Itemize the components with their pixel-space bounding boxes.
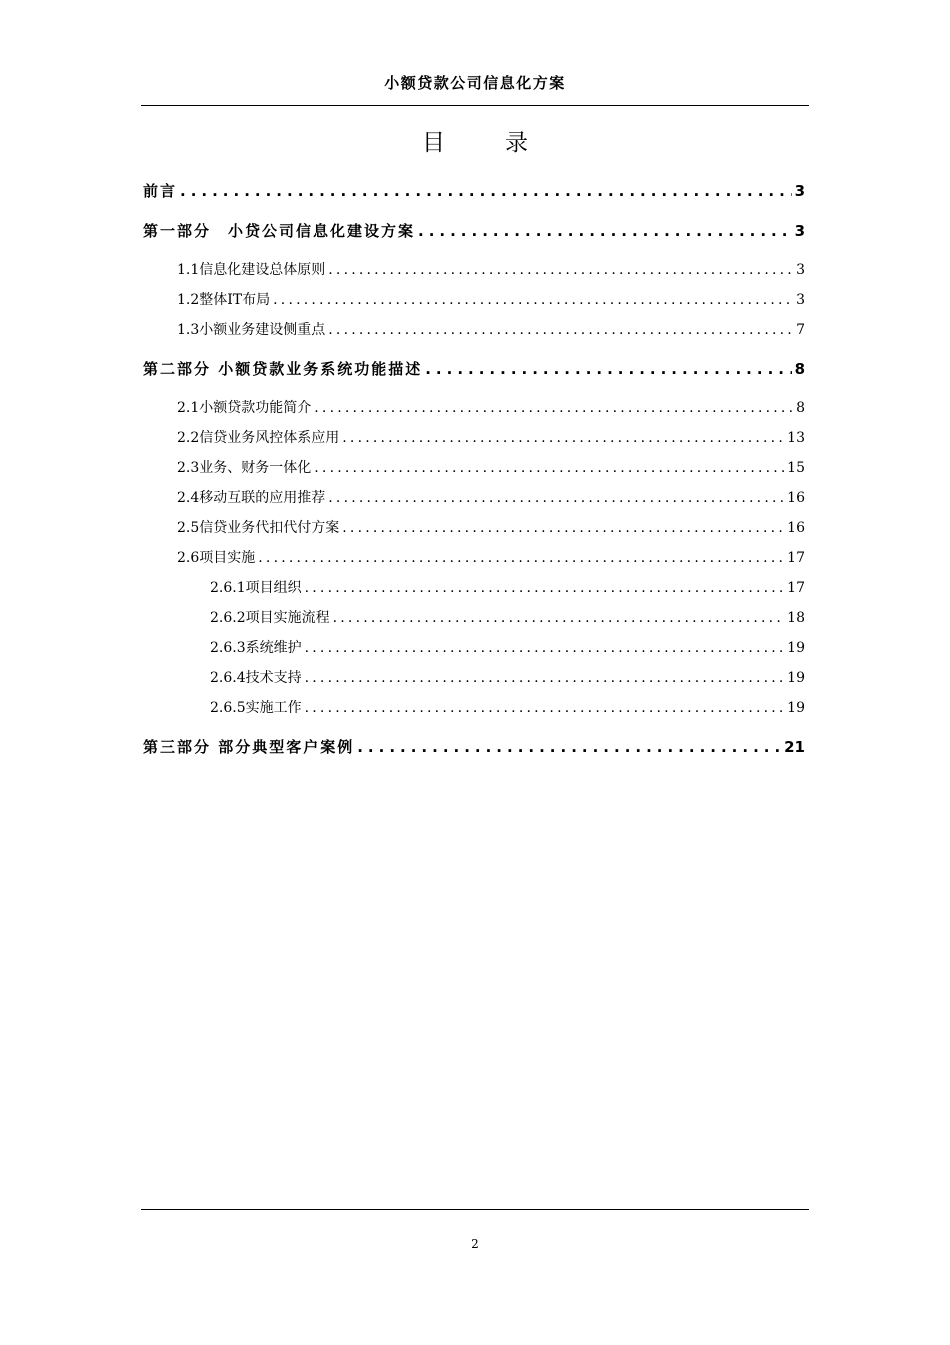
toc-entry-1-1[interactable]: [177, 259, 805, 279]
toc-leader-dots: [342, 430, 784, 446]
toc-entry-page: 3: [796, 292, 805, 308]
toc-entry-part-2[interactable]: [143, 358, 805, 379]
toc-entry-label: 第二部分 小额贷款业务系统功能描述: [143, 360, 423, 378]
toc-entry-page: 17: [787, 550, 805, 566]
toc-entry-page: 8: [796, 400, 805, 416]
toc-entry-label: 2.2信贷业务风控体系应用: [177, 430, 340, 446]
toc-entry-label: 2.3业务、财务一体化: [177, 460, 312, 476]
toc-entry-2-2[interactable]: [177, 427, 805, 447]
toc-entry-label: 2.4移动互联的应用推荐: [177, 490, 326, 506]
toc-entry-label: 1.3小额业务建设侧重点: [177, 322, 326, 338]
toc-entry-label: 第一部分 小贷公司信息化建设方案: [143, 222, 416, 240]
toc-entry-page: 3: [796, 262, 805, 278]
toc-entry-2-6-4[interactable]: [210, 667, 805, 687]
toc-heading: 目录: [422, 130, 588, 156]
toc-entry-page: 13: [787, 430, 805, 446]
toc-leader-dots: [328, 490, 784, 506]
toc-leader-dots: [418, 222, 792, 240]
toc-leader-dots: [305, 640, 785, 656]
toc-entry-label: 前言: [143, 182, 178, 200]
toc-entry-2-6-5[interactable]: [210, 697, 805, 717]
toc-leader-dots: [342, 520, 784, 536]
toc-entry-label: 2.6.2项目实施流程: [210, 610, 330, 626]
toc-entry-2-6-1[interactable]: [210, 577, 805, 597]
toc-leader-dots: [328, 322, 793, 338]
toc-leader-dots: [305, 580, 785, 596]
toc-entry-page: 7: [796, 322, 805, 338]
toc-entry-page: 16: [787, 520, 805, 536]
toc-leader-dots: [425, 360, 791, 378]
header-divider: [141, 105, 809, 106]
toc-entry-label: 1.2整体IT布局: [177, 292, 271, 308]
toc-entry-label: 2.1小额贷款功能简介: [177, 400, 312, 416]
footer-divider: [141, 1209, 809, 1210]
toc-entry-label: 2.6.1项目组织: [210, 580, 302, 596]
toc-entry-label: 2.6.5实施工作: [210, 700, 302, 716]
toc-entry-2-4[interactable]: [177, 487, 805, 507]
toc-leader-dots: [305, 670, 785, 686]
toc-entry-page: 19: [787, 700, 805, 716]
toc-entry-page: 19: [787, 670, 805, 686]
toc-entry-label: 2.6项目实施: [177, 550, 256, 566]
toc-entry-2-6-3[interactable]: [210, 637, 805, 657]
toc-entry-page: 18: [787, 610, 805, 626]
toc-entry-page: 17: [787, 580, 805, 596]
toc-entry-preface[interactable]: [143, 180, 805, 201]
toc-entry-page: 15: [787, 460, 805, 476]
page-number: 2: [471, 1237, 479, 1251]
toc-entry-2-6-2[interactable]: [210, 607, 805, 627]
toc-entry-page: 3: [794, 182, 805, 200]
toc-entry-1-3[interactable]: [177, 319, 805, 339]
toc-entry-page: 8: [794, 360, 805, 378]
toc-entry-part-1[interactable]: [143, 220, 805, 241]
toc-entry-label: 1.1信息化建设总体原则: [177, 262, 326, 278]
toc-entry-label: 2.6.3系统维护: [210, 640, 302, 656]
toc-entry-page: 21: [784, 738, 805, 756]
toc-entry-2-1[interactable]: [177, 397, 805, 417]
toc-entry-label: 第三部分 部分典型客户案例: [143, 738, 355, 756]
toc-entry-label: 2.5信贷业务代扣代付方案: [177, 520, 340, 536]
toc-leader-dots: [357, 738, 781, 756]
toc-entry-2-3[interactable]: [177, 457, 805, 477]
toc-entry-label: 2.6.4技术支持: [210, 670, 302, 686]
toc-entry-page: 16: [787, 490, 805, 506]
toc-entry-1-2[interactable]: [177, 289, 805, 309]
toc-leader-dots: [305, 700, 785, 716]
toc-entry-2-6[interactable]: [177, 547, 805, 567]
toc-entry-page: 19: [787, 640, 805, 656]
document-header-title: 小额贷款公司信息化方案: [384, 74, 566, 92]
toc-leader-dots: [258, 550, 784, 566]
toc-leader-dots: [314, 460, 784, 476]
toc-leader-dots: [314, 400, 793, 416]
toc-entry-part-3[interactable]: [143, 736, 805, 757]
toc-leader-dots: [273, 292, 793, 308]
toc-leader-dots: [333, 610, 785, 626]
toc-entry-page: 3: [794, 222, 805, 240]
toc-entry-2-5[interactable]: [177, 517, 805, 537]
toc-leader-dots: [180, 182, 792, 200]
toc-leader-dots: [328, 262, 793, 278]
